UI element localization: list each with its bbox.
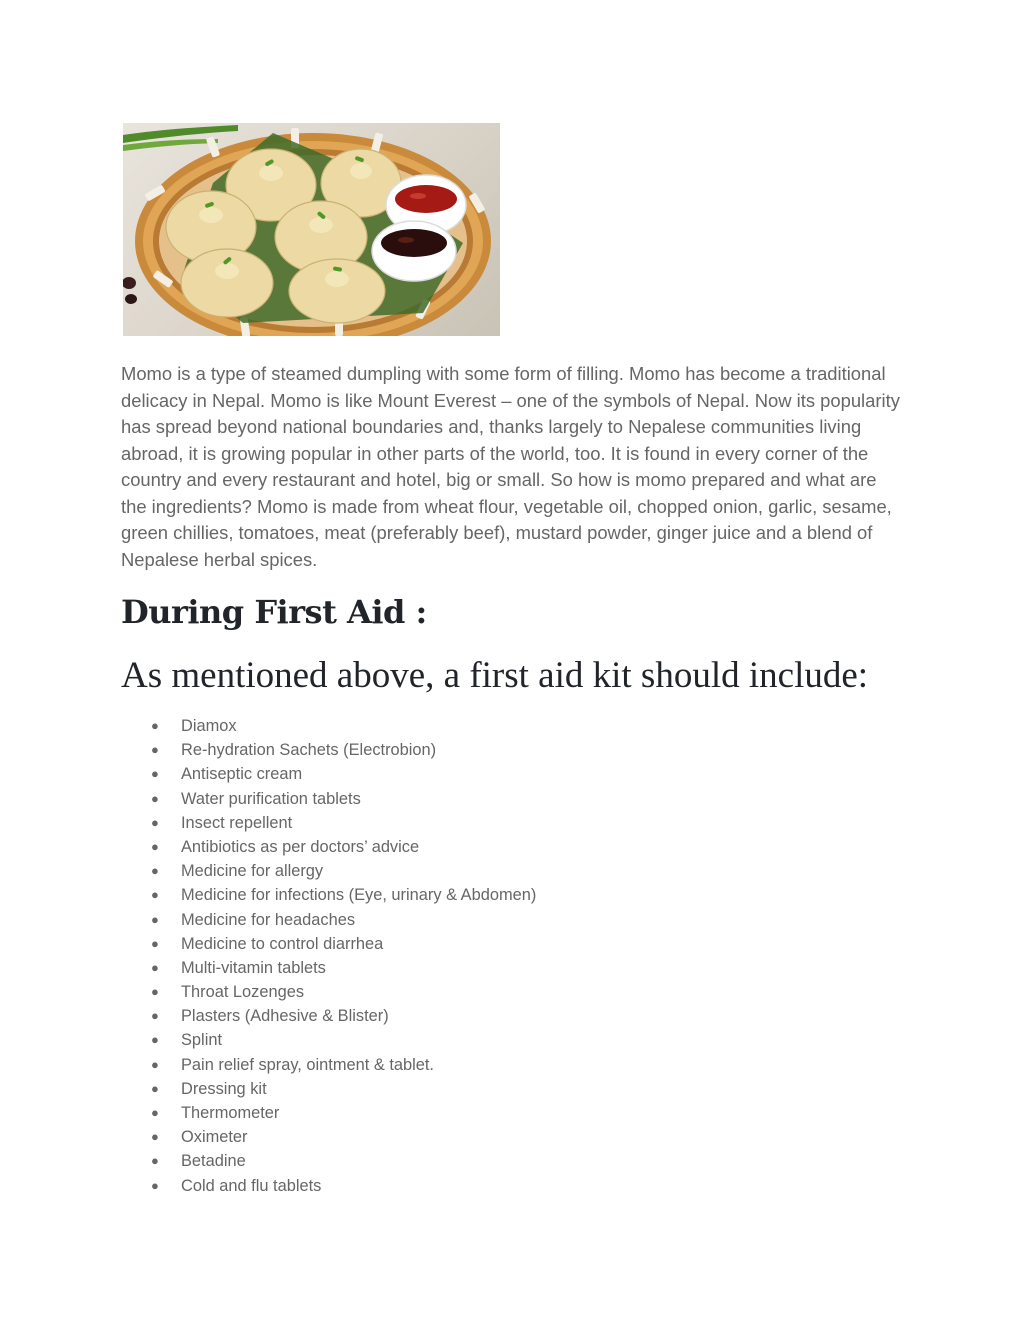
bullet-icon: ●: [151, 911, 159, 927]
list-item-label: Re-hydration Sachets (Electrobion): [181, 741, 437, 760]
section-heading: During First Aid :: [121, 593, 427, 631]
list-item-label: Antiseptic cream: [181, 765, 303, 784]
list-item-label: Medicine for infections (Eye, urinary & Abdomen): [181, 886, 537, 905]
list-item-label: Plasters (Adhesive & Blister): [181, 1007, 389, 1026]
bullet-icon: ●: [151, 766, 159, 782]
list-item: [121, 1004, 536, 1028]
list-item-label: Diamox: [181, 717, 237, 735]
bullet-icon: ●: [151, 718, 159, 733]
bullet-icon: ●: [151, 790, 159, 806]
list-item-label: Medicine for allergy: [181, 862, 324, 881]
list-item-label: Throat Lozenges: [181, 983, 305, 1002]
bullet-icon: ●: [151, 1105, 159, 1120]
bullet-icon: ●: [151, 1032, 159, 1048]
list-item: [121, 787, 536, 811]
bullet-icon: ●: [151, 1056, 159, 1072]
list-item-label: Medicine to control diarrhea: [181, 934, 384, 953]
list-item: [121, 835, 536, 859]
bullet-icon: ●: [151, 887, 159, 903]
list-item: [121, 811, 536, 835]
momo-photo: [123, 123, 500, 336]
bullet-icon: ●: [151, 863, 159, 879]
bullet-icon: ●: [151, 838, 159, 854]
bullet-icon: ●: [151, 1129, 159, 1145]
list-item-label: Dressing kit: [181, 1079, 267, 1098]
intro-paragraph: Momo is a type of steamed dumpling with some form of filling. Momo has become a traditional delicacy in Nepal. Momo is like Mount Everest – one of the symbols of Nepal. Now its popularity has spread beyond national boundaries and, thanks largely to Nepalese communities living abroad, it is growing popular in other parts of the world, too. It is found in every corner of the country and every restaurant and hotel, big or small. So how is momo prepared and what are the ingredients? Momo is made from wheat flour, vegetable oil, chopped onion, garlic, sesame, green chillies, tomatoes, meat (preferably beef), mustard powder, ginger juice and a blend of Nepalese herbal spices.: [121, 363, 900, 570]
list-item: [121, 956, 536, 980]
section-subheading: As mentioned above, a first aid kit should include:: [121, 655, 869, 696]
bullet-icon: ●: [151, 742, 159, 758]
list-item: [121, 980, 536, 1004]
list-item: [121, 908, 536, 932]
first-aid-kit-list: [121, 714, 536, 1198]
list-item-label: Betadine: [181, 1152, 246, 1171]
bullet-icon: ●: [151, 984, 159, 1000]
bullet-icon: ●: [151, 1153, 159, 1169]
list-item-label: Insect repellent: [181, 813, 293, 832]
list-item-label: Cold and flu tablets: [181, 1176, 322, 1195]
list-item: [121, 1149, 536, 1173]
list-item: [121, 1077, 536, 1101]
list-item-label: Multi-vitamin tablets: [181, 958, 326, 977]
list-item: [121, 762, 536, 786]
bullet-icon: ●: [151, 1177, 159, 1193]
list-item-label: Thermometer: [181, 1104, 280, 1122]
bullet-icon: ●: [151, 1008, 159, 1024]
list-item-label: Oximeter: [181, 1128, 248, 1147]
bullet-icon: ●: [151, 814, 159, 830]
list-item: [121, 1174, 536, 1198]
list-item-label: Pain relief spray, ointment & tablet.: [181, 1055, 434, 1074]
list-item: [121, 859, 536, 883]
list-item-label: Medicine for headaches: [181, 910, 356, 929]
list-item: [121, 1028, 536, 1052]
list-item-label: Splint: [181, 1031, 223, 1050]
list-item: [121, 1053, 536, 1077]
list-item: [121, 883, 536, 907]
list-item-label: Water purification tablets: [181, 789, 361, 808]
bullet-icon: ●: [151, 1080, 159, 1096]
bullet-icon: ●: [151, 959, 159, 975]
list-item-label: Antibiotics as per doctors’ advice: [181, 837, 420, 856]
list-item: [121, 714, 536, 738]
list-item: [121, 1101, 536, 1125]
bullet-icon: ●: [151, 935, 159, 951]
list-item: [121, 738, 536, 762]
list-item: [121, 932, 536, 956]
list-item: [121, 1125, 536, 1149]
